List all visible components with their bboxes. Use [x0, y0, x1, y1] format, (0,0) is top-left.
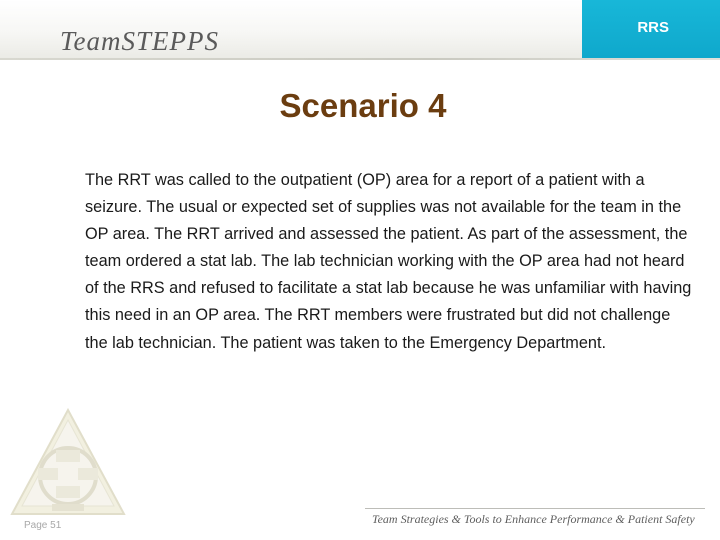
footer-divider: [365, 508, 705, 509]
footer-tagline: Team Strategies & Tools to Enhance Performance & Patient Safety: [372, 512, 695, 526]
page-number: Page 51: [24, 520, 62, 531]
scenario-body-text: The RRT was called to the outpatient (OP) area for a report of a patient with a seizure. The usual or expected set of supplies was not available for the team in the OP area. The RRT arrived and assessed the patient. As part of the assessment, the team ordered a stat lab. The lab technician working with the OP area had not heard of the RRS and refused to facilitate a stat lab because he was unfamiliar with having this need in an OP area. The RRT members were frustrated but did not challenge the lab technician. The patient was taken to the Emergency Department.: [85, 171, 692, 352]
slide-title: Scenario 4: [279, 87, 447, 124]
teamstepps-logo: TeamSTEPPS: [60, 26, 220, 56]
teamstepps-triangle-watermark-icon: [8, 406, 128, 518]
header-divider: [0, 58, 720, 60]
section-tab-rrs: RRS: [582, 0, 720, 58]
